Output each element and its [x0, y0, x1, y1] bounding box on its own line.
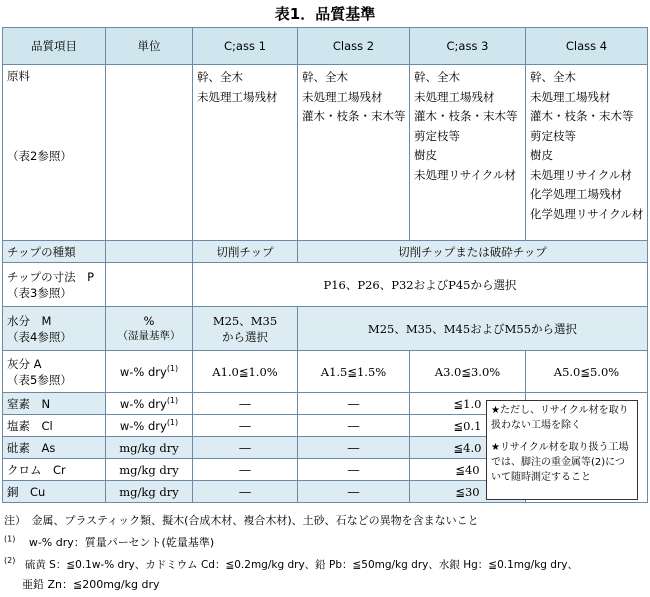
moisture-class-1-line: M25、M35	[212, 313, 278, 328]
material-item: 未処理工場残材	[302, 89, 383, 104]
raw-material-class-4	[526, 65, 648, 241]
ash-class-2: A1.5≦1.5%	[298, 351, 410, 393]
chip-size-label: チップの寸法 P	[7, 269, 95, 284]
raw-material-ref: （表2参照）	[7, 149, 72, 163]
material-item: 幹、全木	[530, 70, 576, 84]
element-label: クロム Cr	[3, 459, 106, 481]
element-unit-text: w‐% dry	[119, 396, 167, 411]
element-unit-sup: (1)	[166, 418, 179, 428]
header-class-2: Class 2	[298, 28, 410, 65]
footnote-2-text: 硫黄 S：≦0.1w‐% dry、カドミウム Cd：≦0.2mg/kg dry、鉛 Pb：≦50mg/kg dry、水銀 Hg：≦0.1mg/kg dry、	[24, 558, 578, 571]
element-class-3: ≦4.0	[410, 437, 526, 459]
material-item: 樹皮	[530, 148, 553, 162]
chip-type-row	[3, 241, 648, 263]
header-row	[3, 28, 648, 65]
element-unit: mg/kg dry	[106, 481, 193, 503]
chip-size-label-cell	[3, 263, 106, 307]
element-class-3: ≦40	[410, 459, 526, 481]
ash-ref: （表5参照）	[7, 372, 72, 387]
ash-row	[3, 351, 648, 393]
element-class-2: ―	[298, 415, 410, 437]
moisture-label: 水分 M	[7, 313, 52, 328]
footnote-general: 注） 金属、プラスティック類、擬木(合成木材、複合木材)、土砂、石などの異物を含まないこと	[4, 514, 479, 527]
raw-material-class-3	[410, 65, 526, 241]
moisture-row	[3, 307, 648, 351]
header-class-4: Class 4	[526, 28, 648, 65]
raw-material-row	[3, 65, 648, 241]
footnote-1-mark: (1)	[4, 534, 16, 544]
chip-size-unit	[106, 263, 193, 307]
footnote-2-cont: 亜鉛 Zn：≦200mg/kg dry	[22, 578, 160, 591]
element-class-2: ―	[298, 393, 410, 415]
element-unit	[106, 393, 193, 415]
moisture-class-1-line: から選択	[222, 329, 268, 344]
ash-class-4: A5.0≦5.0%	[526, 351, 648, 393]
material-item: 幹、全木	[414, 70, 460, 84]
material-item: 化学処理リサイクル材	[530, 206, 644, 221]
raw-material-class-2	[298, 65, 410, 241]
element-label: 銅 Cu	[3, 481, 106, 503]
element-label: 窒素 N	[3, 393, 106, 415]
footnote-1-text: w‐% dry：質量パーセント(乾量基準)	[28, 536, 215, 549]
ash-unit-sup: (1)	[166, 364, 179, 374]
chip-size-ref: （表3参照）	[7, 285, 72, 300]
material-item: 剪定枝等	[414, 128, 460, 143]
note-paragraph: ★ただし、リサイクル材を取り扱わない工場を除く	[491, 405, 629, 431]
material-item: 未処理リサイクル材	[530, 167, 632, 182]
ash-unit	[106, 351, 193, 393]
material-item: 化学処理工場残材	[530, 187, 622, 201]
chip-size-row	[3, 263, 648, 307]
chip-type-class-1: 切削チップ	[193, 241, 298, 263]
moisture-unit	[106, 307, 193, 351]
raw-material-class-1	[193, 65, 298, 241]
header-unit: 単位	[106, 28, 193, 65]
chip-type-label: チップの種類	[3, 241, 106, 263]
material-item: 剪定枝等	[530, 128, 576, 143]
ash-class-1: A1.0≦1.0%	[193, 351, 298, 393]
material-item: 幹、全木	[302, 70, 348, 84]
material-item: 灌木・枝条・末木等	[302, 109, 406, 123]
element-class-1: ―	[193, 437, 298, 459]
note-paragraph: ★リサイクル材を取り扱う工場では、脚注の重金属等(2)について随時測定すること	[491, 442, 629, 483]
material-item: 未処理工場残材	[197, 89, 278, 104]
footnote-2-mark: (2)	[4, 556, 16, 565]
element-class-1: ―	[193, 481, 298, 503]
raw-material-unit	[106, 65, 193, 241]
ash-label: 灰分 A	[7, 356, 42, 371]
element-label: 塩素 Cl	[3, 415, 106, 437]
table-title: 表1．品質基準	[274, 5, 376, 23]
material-item: 灌木・枝条・末木等	[530, 109, 634, 123]
element-unit-text: w‐% dry	[119, 418, 167, 433]
ash-label-cell	[3, 351, 106, 393]
header-class-3: C;ass 3	[410, 28, 526, 65]
material-item: 灌木・枝条・末木等	[414, 109, 518, 123]
raw-material-label-cell	[3, 65, 106, 241]
element-class-1: ―	[193, 415, 298, 437]
raw-material-label: 原料	[7, 69, 30, 83]
material-item: 樹皮	[414, 148, 437, 162]
element-unit: mg/kg dry	[106, 437, 193, 459]
material-item: 未処理リサイクル材	[414, 167, 516, 182]
element-unit-sup: (1)	[166, 396, 179, 406]
material-item: 未処理工場残材	[414, 89, 495, 104]
element-unit: mg/kg dry	[106, 459, 193, 481]
chip-type-class-2-4: 切削チップまたは破砕チップ	[298, 241, 648, 263]
ash-unit-text: w‐% dry	[119, 364, 167, 379]
moisture-label-cell	[3, 307, 106, 351]
footnote-1	[4, 534, 214, 550]
element-label: 砒素 As	[3, 437, 106, 459]
footnote-2	[4, 556, 578, 572]
material-item: 未処理工場残材	[530, 89, 611, 104]
header-class-1: C;ass 1	[193, 28, 298, 65]
recycled-material-note	[486, 400, 638, 500]
moisture-class-1	[193, 307, 298, 351]
moisture-unit-line: %	[143, 314, 155, 328]
moisture-class-2-4: M25、M35、M45およびM55から選択	[298, 307, 648, 351]
moisture-ref: （表4参照）	[7, 329, 72, 344]
element-class-1: ―	[193, 393, 298, 415]
element-class-2: ―	[298, 437, 410, 459]
chip-type-unit	[106, 241, 193, 263]
moisture-unit-basis: （湿量基準）	[117, 330, 181, 342]
chip-size-value: P16、P26、P32およびP45から選択	[193, 263, 648, 307]
material-item: 幹、全木	[197, 70, 243, 84]
element-class-3: ≦1.0	[410, 393, 526, 415]
header-item: 品質項目	[3, 28, 106, 65]
element-class-3: ≦30	[410, 481, 526, 503]
element-class-1: ―	[193, 459, 298, 481]
element-class-2: ―	[298, 481, 410, 503]
element-unit	[106, 415, 193, 437]
ash-class-3: A3.0≦3.0%	[410, 351, 526, 393]
element-class-2: ―	[298, 459, 410, 481]
element-class-3: ≦0.1	[410, 415, 526, 437]
